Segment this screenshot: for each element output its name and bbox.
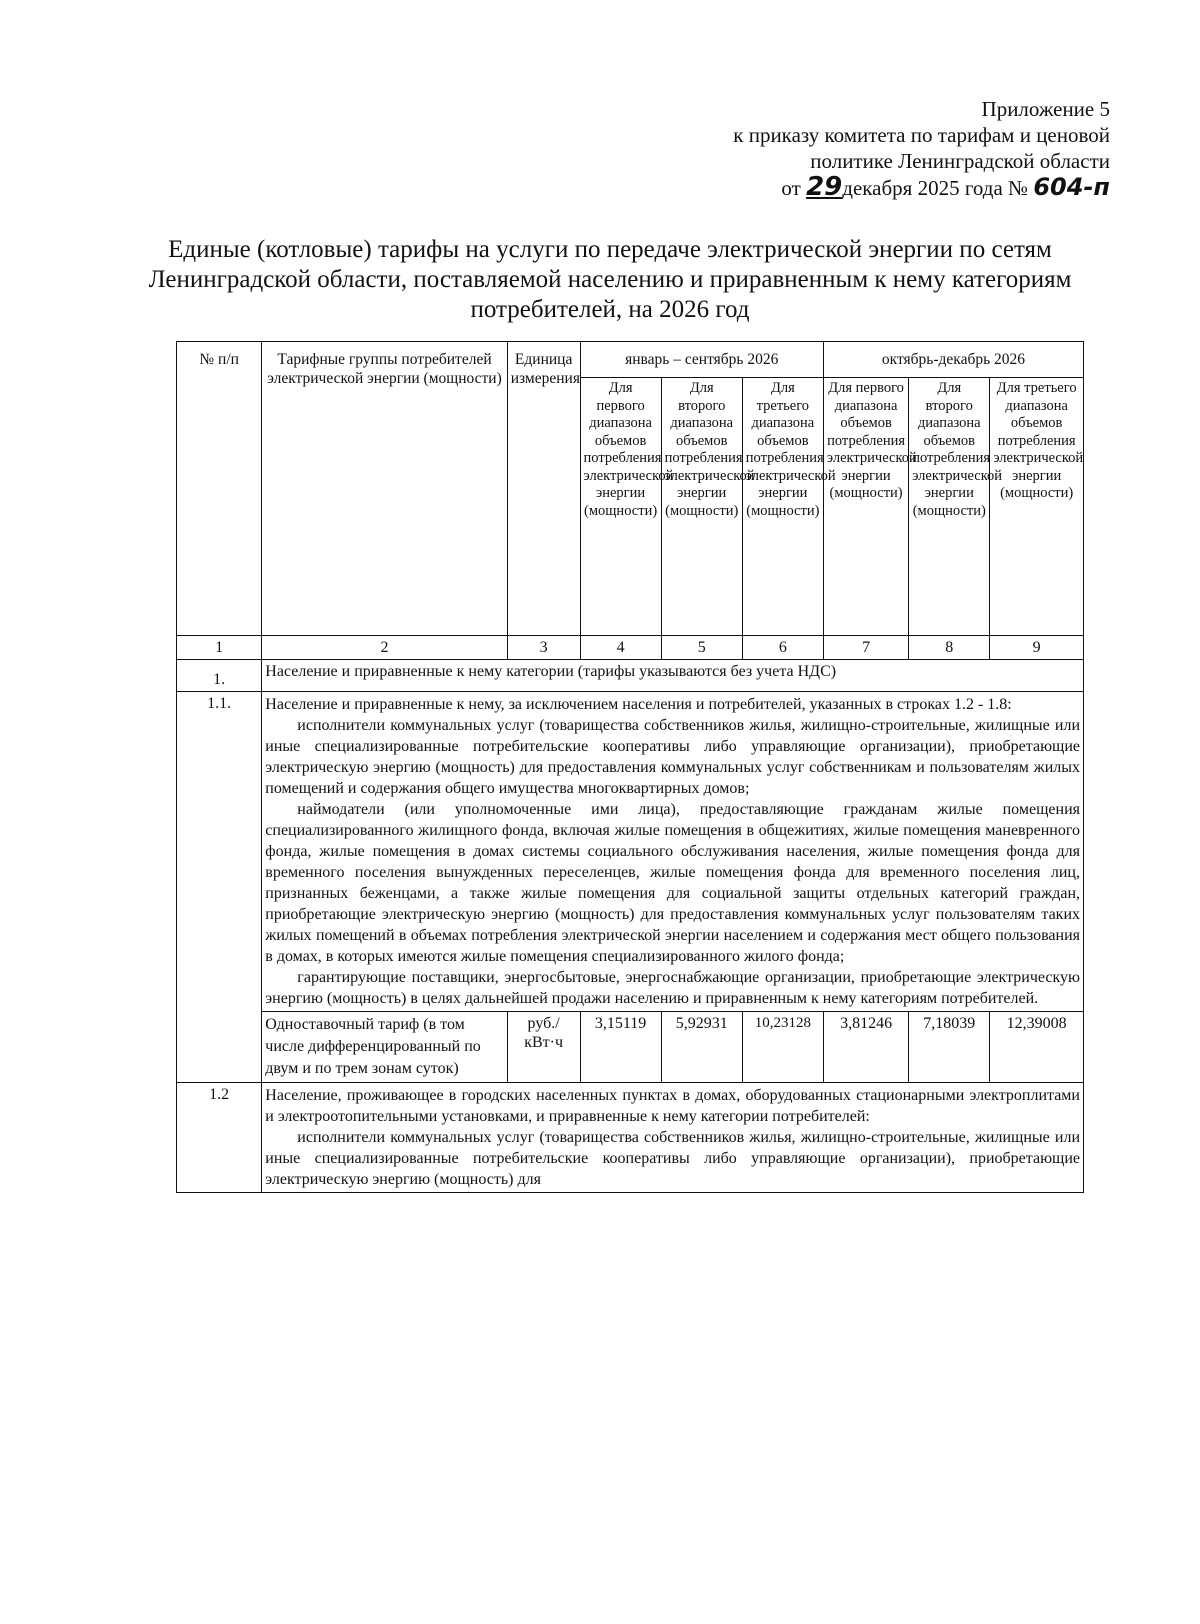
tariff-row bbox=[177, 1012, 1084, 1083]
row-1-1-para-3: наймодатели (или уполномоченные ими лица), предоставляющие гражданам жилые помещения специализированного жилищного фонда, включая жилые помещения в общежитиях, жилые помещения маневренного фонда, жилые помещения в домах системы социального обслуживания населения, жилые помещения фонда для временного поселения вынужденных переселенцев, жилые помещения фонда для временного поселения лиц, признанных беженцами, а также жилые помещения для социальной защиты отдельных категорий граждан, приобретающие электрическую энергию (мощность) для предоставления коммунальных услуг пользователям таких жилых помещений в объемах потребления электрической энергии населением и содержания мест общего пользования в домах, в которых имеются жилые помещения специализированного жилого фонда; bbox=[265, 801, 1080, 965]
section-1-title: Население и приравненные к нему категории (тарифы указываются без учета НДС) bbox=[262, 660, 1084, 692]
row-1-1-para-2: исполнители коммунальных услуг (товарищества собственников жилья, жилищно-строительные, жилищные или иные специализированные потребительские кооперативы либо управляющие организации), приобретающие электрическую энергию (мощность) для предоставления коммунальных услуг собственникам и пользователям жилых помещений и содержания общего имущества многоквартирных домов; bbox=[265, 717, 1080, 797]
column-number-row bbox=[177, 636, 1084, 660]
committee-line: политике Ленинградской области bbox=[810, 149, 1110, 173]
header-num: № п/п bbox=[177, 342, 262, 636]
handwritten-day: 29 bbox=[806, 172, 843, 202]
handwritten-order-number: 604-п bbox=[1033, 173, 1110, 201]
column-number: 8 bbox=[909, 636, 990, 660]
row-1-1-para-1: Население и приравненные к нему, за исключением населения и потребителей, указанных в строках 1.2 - 1.8: bbox=[265, 696, 1012, 713]
subheader-cell: Для второго диапазона объемов потребления электрической энергии (мощности) bbox=[909, 378, 990, 636]
appendix-label: Приложение 5 bbox=[981, 97, 1110, 121]
row-1-2-description bbox=[262, 1083, 1084, 1193]
section-1-number: 1. bbox=[177, 660, 262, 692]
header-groups: Тарифные группы потребителей электрической энергии (мощности) bbox=[262, 342, 507, 636]
subheader-cell: Для первого диапазона объемов потребления электрической энергии (мощности) bbox=[823, 378, 908, 636]
tariff-value: 3,15119 bbox=[580, 1012, 661, 1083]
column-number: 4 bbox=[580, 636, 661, 660]
tariff-value: 5,92931 bbox=[661, 1012, 742, 1083]
date-rest: декабря 2025 года № bbox=[842, 176, 1029, 200]
header-period-2: октябрь-декабрь 2026 bbox=[823, 342, 1083, 378]
header-period-1: январь – сентябрь 2026 bbox=[580, 342, 823, 378]
tariff-value: 12,39008 bbox=[990, 1012, 1084, 1083]
column-number: 1 bbox=[177, 636, 262, 660]
tariff-table bbox=[176, 341, 1084, 1193]
row-1-1-para-4: гарантирующие поставщики, энергосбытовые, энергоснабжающие организации, приобретающие электрическую энергию (мощность) в целях дальнейшей продажи населению и приравненным к нему категориям потребителей. bbox=[265, 969, 1080, 1007]
subheader-cell: Для второго диапазона объемов потребления электрической энергии (мощности) bbox=[661, 378, 742, 636]
row-1-2-number: 1.2 bbox=[177, 1083, 262, 1193]
subheader-cell: Для первого диапазона объемов потребления электрической энергии (мощности) bbox=[580, 378, 661, 636]
tariff-unit: руб./ кВт·ч bbox=[507, 1012, 580, 1083]
section-1-row bbox=[177, 660, 1084, 692]
document-header bbox=[550, 96, 1110, 201]
row-1-2-para-1: Население, проживающее в городских населенных пунктах в домах, оборудованных стационарными электроплитами и электроотопительными установками, и приравненные к нему категории потребителей: bbox=[265, 1087, 1080, 1125]
column-number: 9 bbox=[990, 636, 1084, 660]
order-date-line bbox=[550, 174, 1110, 201]
column-number: 6 bbox=[742, 636, 823, 660]
tariff-value: 7,18039 bbox=[909, 1012, 990, 1083]
row-1-1-number: 1.1. bbox=[177, 692, 262, 1083]
tariff-value: 10,23128 bbox=[742, 1012, 823, 1083]
table-header-row bbox=[177, 342, 1084, 378]
tariff-value: 3,81246 bbox=[823, 1012, 908, 1083]
row-1-1-description bbox=[262, 692, 1084, 1012]
date-prefix: от bbox=[781, 176, 801, 200]
row-1-2-para-2: исполнители коммунальных услуг (товарищества собственников жилья, жилищно-строительные, жилищные или иные специализированные потребительские кооперативы либо управляющие организации), приобретающие электрическую энергию (мощность) для bbox=[265, 1129, 1080, 1188]
column-number: 5 bbox=[661, 636, 742, 660]
subheader-cell: Для третьего диапазона объемов потребления электрической энергии (мощности) bbox=[990, 378, 1084, 636]
order-reference-line: к приказу комитета по тарифам и ценовой bbox=[733, 123, 1110, 147]
column-number: 7 bbox=[823, 636, 908, 660]
row-1-2 bbox=[177, 1083, 1084, 1193]
subheader-cell: Для третьего диапазона объемов потребления электрической энергии (мощности) bbox=[742, 378, 823, 636]
tariff-name: Одноставочный тариф (в том числе дифференцированный по двум и по трем зонам суток) bbox=[262, 1012, 507, 1083]
header-unit: Единица измерения bbox=[507, 342, 580, 636]
column-number: 2 bbox=[262, 636, 507, 660]
row-1-1 bbox=[177, 692, 1084, 1012]
column-number: 3 bbox=[507, 636, 580, 660]
document-title: Единые (котловые) тарифы на услуги по передаче электрической энергии по сетям Ленинградской области, поставляемой населению и приравненным к нему категориям потребителей, на 2026 год bbox=[148, 236, 1072, 323]
